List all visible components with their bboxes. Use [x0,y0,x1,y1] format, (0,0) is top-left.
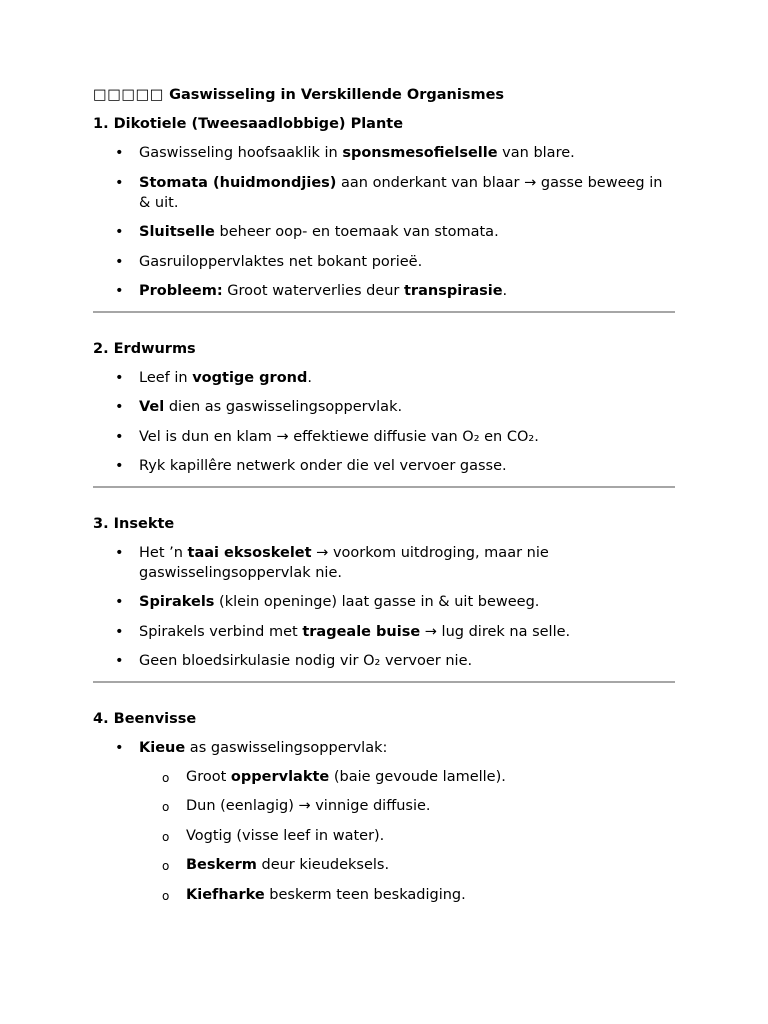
text-run: Geen bloedsirkulasie nodig vir O₂ vervoer nie. [139,653,473,669]
bold-text: Kieue [139,739,186,756]
text-run: . [502,283,508,299]
bullet-icon: • [115,544,124,561]
section-heading: 1. Dikotiele (Tweesaadlobbige) Plante [93,116,404,132]
bold-text: vogtige grond [192,369,308,386]
circle-bullet-icon: o [162,829,170,844]
text-run: → lug direk na selle. [420,623,571,640]
bullet-list [93,368,675,477]
bullet-icon: • [115,623,124,640]
text-run: Het ’n [139,544,188,561]
bullet-icon: • [115,369,124,386]
page-title [93,85,675,105]
text-run: van blare. [497,145,575,161]
list-item [93,622,675,642]
text-run: beskerm teen beskadiging. [264,886,466,903]
bold-text: Spirakels [139,594,215,610]
bullet-icon: • [115,739,124,756]
list-item [93,397,675,417]
sub-bullet-list [93,767,675,905]
text-run: deur kieudeksels. [256,857,390,873]
list-item [93,281,675,301]
bold-text: oppervlakte [230,768,330,785]
text-run: dien as gaswisselingsoppervlak. [164,399,403,415]
text-run: (baie gevoude lamelle). [329,768,506,785]
section-divider [93,486,675,488]
bullet-icon: • [115,458,124,474]
bullet-icon: • [115,428,124,445]
circle-bullet-icon: o [162,770,170,785]
text-run: Leef in [139,369,193,386]
list-item [93,427,675,447]
bold-text: Stomata (huidmondjies) [139,174,337,191]
list-item [93,173,675,213]
text-run: Vogtig (visse leef in water). [186,827,385,844]
circle-bullet-icon: o [162,800,170,814]
list-item [93,738,675,905]
text-run: Ryk kapillêre netwerk onder die vel vervoer gasse. [139,458,507,474]
section-heading: 3. Insekte [93,515,175,532]
text-run: aan onderkant van blaar → gasse beweeg in & uit. [139,174,663,211]
circle-bullet-icon: o [162,888,170,903]
text-run: → voorkom uitdroging, maar nie gaswisselingsoppervlak nie. [139,544,549,581]
text-run: Groot [186,768,231,785]
bold-text: taai eksoskelet [187,544,312,561]
bullet-list [93,738,675,905]
text-run: Vel is dun en klam → effektiewe diffusie van O₂ en CO₂. [139,428,539,445]
text-run: Gasruiloppervlaktes net bokant porieë. [139,253,423,270]
bullet-icon: • [115,594,124,610]
list-item [93,222,675,242]
bullet-icon: • [115,283,124,299]
section-heading: 4. Beenvisse [93,710,197,727]
bold-text: transpirasie [404,283,503,299]
list-item [93,456,675,476]
section-divider [93,681,675,683]
text-run: Spirakels verbind met [139,623,303,640]
sub-list-item [93,855,675,875]
bullet-icon: • [115,253,124,270]
bold-text: Vel [139,399,165,415]
text-run: . [307,369,312,386]
sub-list-item [93,885,675,905]
bold-text: Sluitselle [139,224,215,240]
list-item [93,651,675,671]
document-content [93,85,675,914]
list-item [93,592,675,612]
section-divider [93,311,675,313]
bold-text: trageale buise [302,623,421,640]
list-item [93,143,675,163]
bullet-icon: • [115,653,124,669]
bullet-icon: • [115,399,124,415]
text-run: Groot waterverlies deur [222,283,404,299]
bullet-icon: • [115,174,124,191]
title-text: Gaswisseling in Verskillende Organismes [169,87,505,103]
list-item [93,252,675,272]
sub-list-item [93,796,675,816]
sections-container [93,114,675,905]
list-item [93,543,675,583]
bullet-icon: • [115,224,124,240]
bold-text: Probleem: [139,283,223,299]
bullet-icon: • [115,145,124,161]
list-item [93,368,675,388]
text-run: (klein openinge) laat gasse in & uit beweeg. [214,594,540,610]
bold-text: Kiefharke [186,886,265,903]
text-run: Gaswisseling hoofsaaklik in [139,145,343,161]
bullet-list [93,143,675,301]
sub-list-item [93,826,675,846]
bold-text: Beskerm [186,857,257,873]
bullet-list [93,543,675,672]
text-run: as gaswisselingsoppervlak: [185,739,388,756]
circle-bullet-icon: o [162,859,170,873]
section-heading: 2. Erdwurms [93,340,196,357]
text-run: Dun (eenlagig) → vinnige diffusie. [186,798,431,814]
bold-text: sponsmesofielselle [342,145,498,161]
sub-list-item [93,767,675,787]
text-run: beheer oop- en toemaak van stomata. [214,224,499,240]
title-emoji-placeholder: □□□□□ [93,87,164,103]
